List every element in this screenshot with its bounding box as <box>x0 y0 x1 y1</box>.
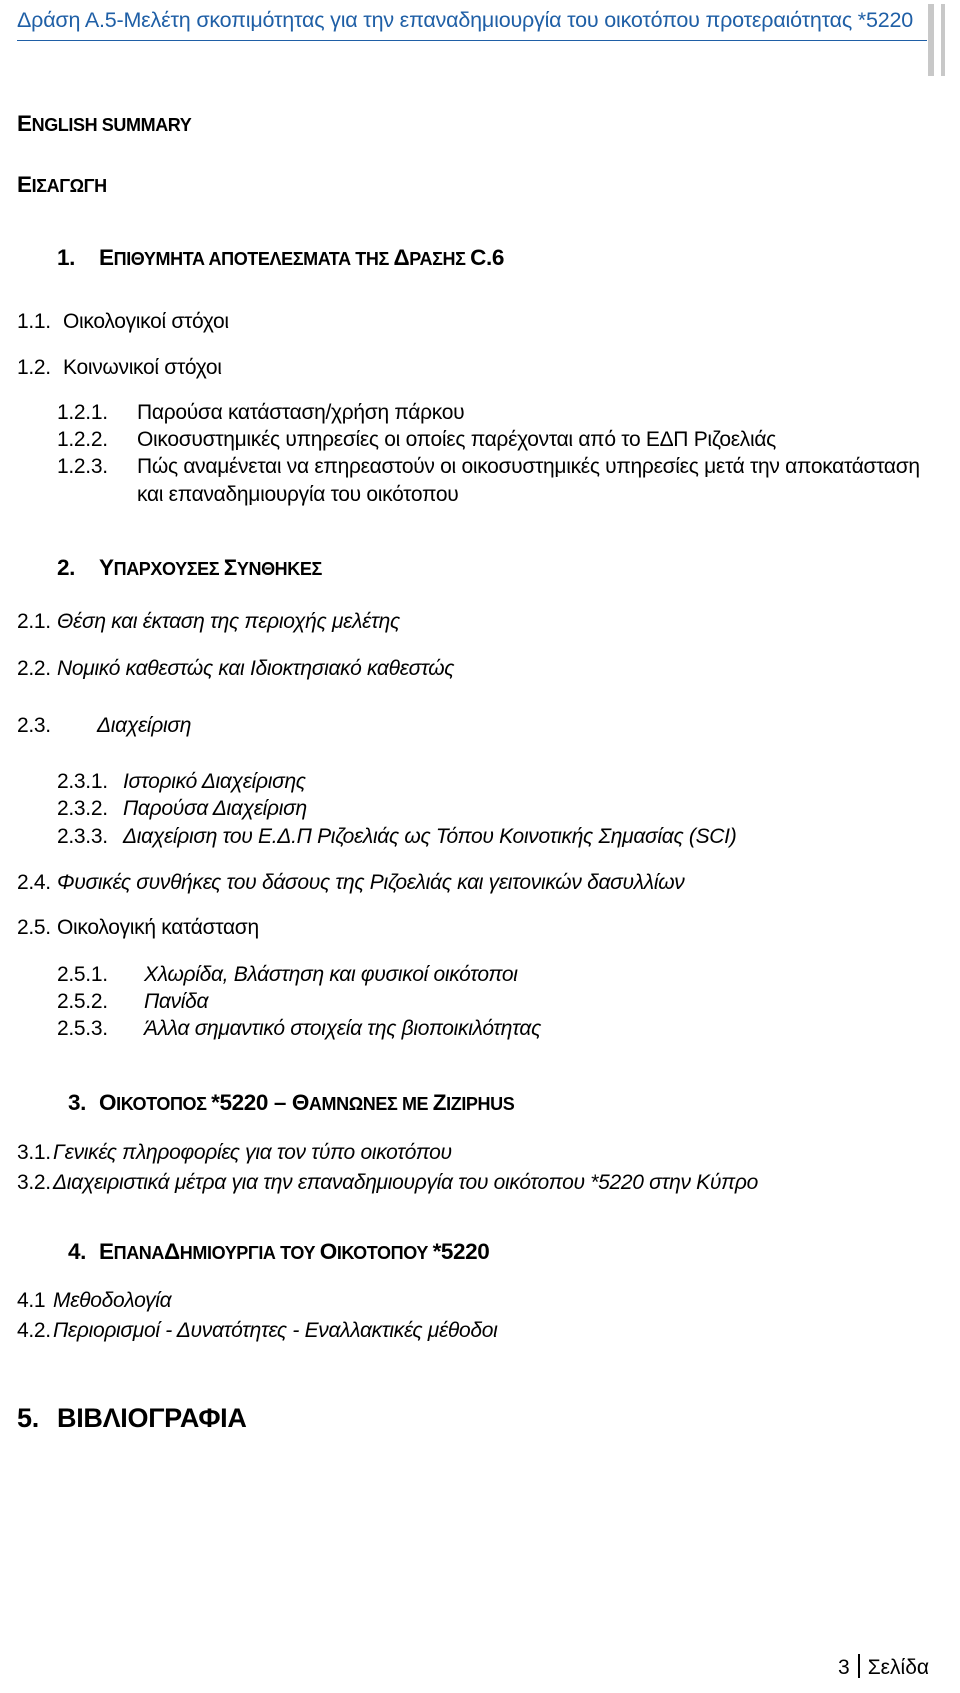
toc-section-4-t7: *5220 <box>432 1239 490 1264</box>
toc-section-2-5-2-title: Πανίδα <box>144 990 209 1013</box>
toc-section-1-1-number: 1.1. <box>17 310 51 333</box>
toc-section-3-t3: *5220 – <box>211 1090 292 1115</box>
toc-section-5-number: 5. <box>17 1403 39 1433</box>
toc-section-4-t4: ΗΜΙΟΥΡΓΙΑ ΤΟΥ <box>179 1243 320 1263</box>
toc-section-1-2-1-number: 1.2.1. <box>57 401 108 424</box>
toc-section-1-t5: C.6 <box>470 245 504 270</box>
toc-section-1-t3: Δ <box>393 245 410 270</box>
toc-section-2-t4: ΥΝΘΗΚΕΣ <box>236 559 322 579</box>
toc-section-1-2-3-continued[interactable] <box>137 482 458 508</box>
toc-section-3-2-title: Διαχειριστικά μέτρα για την επαναδημιουργία του οικότοπου *5220 στην Κύπρο <box>53 1171 759 1194</box>
toc-section-4-t2: ΠΑΝΑ <box>113 1243 165 1263</box>
toc-section-3-1-title: Γενικές πληροφορίες για τον τύπο οικοτόπου <box>53 1141 452 1164</box>
toc-section-2-4-number: 2.4. <box>17 871 51 894</box>
toc-section-1-2-number: 1.2. <box>17 356 51 379</box>
toc-section-1-2-1[interactable] <box>57 400 464 426</box>
toc-section-2-4[interactable] <box>17 870 684 896</box>
toc-section-1-2-3-title: Πώς αναμένεται να επηρεαστούν οι οικοσυστημικές υπηρεσίες μετά την αποκατάσταση <box>137 455 920 478</box>
toc-section-1-t1: Ε <box>99 245 114 270</box>
toc-section-4-1[interactable] <box>17 1288 171 1314</box>
toc-section-2-1-number: 2.1. <box>17 610 51 633</box>
toc-section-2-3-2[interactable] <box>57 796 307 822</box>
toc-section-2[interactable] <box>57 555 322 582</box>
toc-section-4-1-number: 4.1 <box>17 1289 46 1312</box>
margin-bar-thin <box>941 4 945 76</box>
toc-section-2-5-2-number: 2.5.2. <box>57 990 108 1013</box>
toc-section-2-5-3[interactable] <box>57 1016 541 1042</box>
toc-section-2-5[interactable] <box>17 915 259 941</box>
toc-section-2-1[interactable] <box>17 609 400 635</box>
toc-section-1-2[interactable] <box>17 355 222 381</box>
toc-section-2-1-title: Θέση και έκταση της περιοχής μελέτης <box>57 610 400 633</box>
toc-section-3-t4: Θ <box>291 1090 309 1115</box>
toc-english-summary-cap: E <box>17 111 32 136</box>
toc-section-2-3-1-title: Ιστορικό Διαχείρισης <box>123 770 306 793</box>
toc-section-2-3-number: 2.3. <box>17 714 51 737</box>
toc-section-2-3-1-number: 2.3.1. <box>57 770 108 793</box>
toc-section-3-t1: Ο <box>99 1090 117 1115</box>
toc-section-1[interactable] <box>57 245 504 272</box>
toc-section-2-3-3-number: 2.3.3. <box>57 825 108 848</box>
toc-section-2-3[interactable] <box>17 713 191 739</box>
toc-section-2-3-2-title: Παρούσα Διαχείριση <box>123 797 307 820</box>
toc-section-2-5-title: Οικολογική κατάσταση <box>57 916 259 939</box>
toc-section-3-t5: ΑΜΝΩΝΕΣ ΜΕ <box>308 1094 433 1114</box>
margin-bar <box>928 4 934 76</box>
toc-section-2-5-2[interactable] <box>57 989 208 1015</box>
toc-section-2-5-1-number: 2.5.1. <box>57 963 108 986</box>
toc-section-2-5-3-title: Άλλα σημαντικό στοιχεία της βιοποικιλότητας <box>144 1017 542 1040</box>
page-footer <box>838 1654 929 1680</box>
toc-section-4-2[interactable] <box>17 1318 497 1344</box>
toc-section-1-2-3-title-line2: και επαναδημιουργία του οικότοπου <box>137 483 459 506</box>
toc-section-2-5-1-title: Χλωρίδα, Βλάστηση και φυσικοί οικότοποι <box>144 963 518 986</box>
toc-section-2-5-3-number: 2.5.3. <box>57 1017 108 1040</box>
toc-section-1-1-title: Οικολογικοί στόχοι <box>63 310 229 333</box>
toc-section-3-t2: ΙΚΟΤΟΠΟΣ <box>116 1094 212 1114</box>
toc-section-2-2-title: Νομικό καθεστώς και Ιδιοκτησιακό καθεστώς <box>57 657 455 680</box>
toc-section-4-t6: ΙΚΟΤΟΠΟΥ <box>336 1243 433 1263</box>
toc-english-summary-rest: NGLISH SUMMARY <box>31 115 192 135</box>
toc-section-5-title: ΒΙΒΛΙΟΓΡΑΦΙΑ <box>57 1403 247 1433</box>
toc-section-2-t3: Σ <box>223 555 237 580</box>
toc-section-3[interactable] <box>68 1090 514 1117</box>
toc-section-2-3-title: Διαχείριση <box>97 714 192 737</box>
toc-section-2-4-title: Φυσικές συνθήκες του δάσους της Ριζοελιάς και γειτονικών δασυλλίων <box>57 871 685 894</box>
toc-section-1-t2: ΠΙΘΥΜΗΤΑ ΑΠΟΤΕΛΕΣΜΑΤΑ ΤΗΣ <box>113 249 394 269</box>
toc-section-3-2-number: 3.2. <box>17 1171 51 1194</box>
toc-section-2-3-1[interactable] <box>57 769 306 795</box>
toc-section-3-t7: IZIPHUS <box>446 1094 515 1114</box>
toc-section-2-5-number: 2.5. <box>17 916 51 939</box>
toc-english-summary[interactable] <box>17 111 191 138</box>
toc-section-1-t4: ΡΑΣΗΣ <box>409 249 471 269</box>
toc-section-1-1[interactable] <box>17 309 229 335</box>
toc-section-1-number: 1. <box>57 245 75 270</box>
toc-section-1-2-2-number: 1.2.2. <box>57 428 108 451</box>
toc-section-1-2-1-title: Παρούσα κατάσταση/χρήση πάρκου <box>137 401 465 424</box>
toc-section-2-number: 2. <box>57 555 75 580</box>
toc-section-1-2-3[interactable] <box>57 454 920 480</box>
toc-section-3-number: 3. <box>68 1090 86 1115</box>
toc-intro[interactable] <box>17 172 107 199</box>
page-number: 3 <box>838 1656 850 1679</box>
toc-section-3-1-number: 3.1. <box>17 1141 51 1164</box>
toc-section-2-3-3-title: Διαχείριση του Ε.Δ.Π Ριζοελιάς ως Τόπου Κοινοτικής Σημασίας (SCI) <box>123 825 737 848</box>
toc-section-2-5-1[interactable] <box>57 962 518 988</box>
toc-section-1-2-2-title: Οικοσυστημικές υπηρεσίες οι οποίες παρέχονται από το ΕΔΠ Ριζοελιάς <box>137 428 777 451</box>
toc-section-1-2-3-number: 1.2.3. <box>57 455 108 478</box>
toc-intro-cap: Ε <box>17 172 32 197</box>
toc-section-5[interactable] <box>17 1405 247 1431</box>
toc-section-2-2-number: 2.2. <box>17 657 51 680</box>
footer-separator <box>858 1654 860 1678</box>
toc-section-4-2-number: 4.2. <box>17 1319 51 1342</box>
toc-section-3-t6: Z <box>432 1090 447 1115</box>
header-rule <box>17 40 927 41</box>
toc-section-2-3-2-number: 2.3.2. <box>57 797 108 820</box>
header-title: Δράση Α.5-Μελέτη σκοπιμότητας για την επαναδημιουργία του οικοτόπου προτεραιότητας *5220 <box>17 8 913 32</box>
toc-section-1-2-title: Κοινωνικοί στόχοι <box>63 356 222 379</box>
toc-section-4-number: 4. <box>68 1239 86 1264</box>
toc-section-4[interactable] <box>68 1239 489 1266</box>
toc-section-4-t3: Δ <box>164 1239 180 1264</box>
toc-section-4-1-title: Μεθοδολογία <box>53 1289 172 1312</box>
toc-section-4-2-title: Περιορισμοί - Δυνατότητες - Εναλλακτικές μέθοδοι <box>53 1319 498 1342</box>
toc-section-2-t2: ΠΑΡΧΟΥΣΕΣ <box>113 559 224 579</box>
toc-section-4-t5: Ο <box>319 1239 337 1264</box>
toc-section-2-t1: Υ <box>99 555 114 580</box>
toc-section-2-2[interactable] <box>17 656 454 682</box>
toc-section-1-2-2[interactable] <box>57 427 776 453</box>
toc-section-3-2[interactable] <box>17 1170 758 1196</box>
toc-section-2-3-3[interactable] <box>57 824 736 850</box>
toc-section-4-t1: Ε <box>99 1239 114 1264</box>
toc-section-3-1[interactable] <box>17 1140 452 1166</box>
toc-intro-rest: ΙΣΑΓΩΓΗ <box>31 176 107 196</box>
page-label: Σελίδα <box>867 1656 930 1679</box>
